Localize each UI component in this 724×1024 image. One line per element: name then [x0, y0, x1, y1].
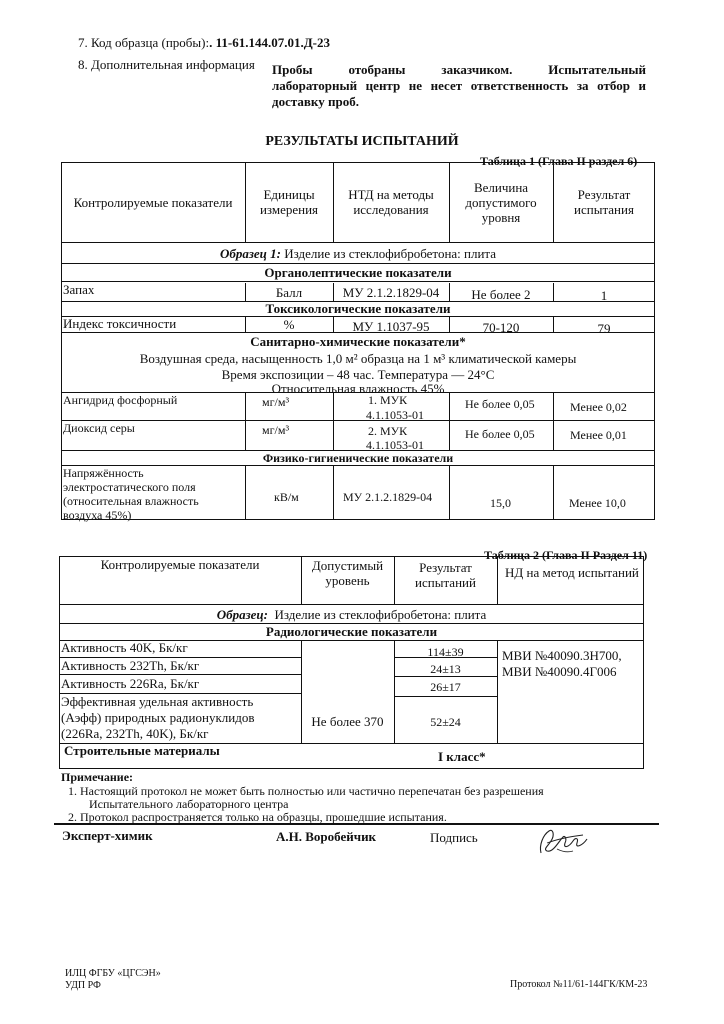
t2-row-226ra-label: Активность 226Ra, Бк/кг: [61, 676, 200, 691]
signer-name: А.Н. Воробейчик: [276, 829, 377, 844]
t1-section-physical: Физико-гигиенические показатели: [262, 451, 454, 465]
t1-so2-method1: 2. МУК: [368, 424, 408, 438]
t2-method-line2: МВИ №40090.4Г006: [502, 664, 617, 679]
t1-so2-label: Диоксид серы: [63, 421, 135, 435]
t1-tox-result: 79: [597, 320, 611, 336]
t1-p2o5-method1: 1. МУК: [368, 393, 408, 407]
t1-section-sanitary: Санитарно-химические показатели*: [250, 333, 466, 349]
t1-smell-label: Запах: [63, 282, 95, 297]
t1-field-allowed: 15,0: [490, 496, 511, 510]
t1-field-unit: кВ/м: [274, 490, 299, 504]
note1-line1: 1. Настоящий протокол не может быть полностью или частично перепечатан без разрешения: [68, 784, 544, 798]
t1-header-allowed: Величина допустимого уровня: [465, 179, 537, 225]
t1-so2-method2: 4.1.1053-01: [366, 438, 424, 452]
t1-sample-row: [61, 243, 655, 263]
t1-field-label-4: воздуха 45%): [63, 508, 132, 522]
signer-role: Эксперт-химик: [62, 828, 153, 843]
item7: [78, 35, 330, 50]
t2-row-226ra-result: 26±17: [430, 680, 461, 694]
t2-sample-value: Изделие из стеклофибробетона: плита: [274, 606, 487, 622]
t1-field-label-3: (относительная влажность: [63, 494, 199, 508]
t2-section-radio: Радиологические показатели: [265, 624, 438, 639]
t1-section-toxicology: Токсикологические показатели: [265, 301, 451, 316]
t1-section-organoleptic: Органолептические показатели: [264, 264, 452, 280]
t2-header-result: Результат испытаний: [415, 560, 476, 590]
t1-smell-method: МУ 2.1.2.1829-04: [342, 284, 440, 300]
t2-eff-label-3: (226Ra, 232Th, 40K), Бк/кг: [61, 726, 209, 741]
t2-header-allowed: Допустимый уровень: [311, 558, 384, 588]
t1-p2o5-allowed: Не более 0,05: [465, 397, 535, 411]
table2-caption: Таблица 2 (Глава II Раздел 11): [484, 548, 648, 562]
t1-smell-unit: Балл: [275, 284, 303, 300]
t1-field-result: Менее 10,0: [569, 496, 626, 510]
t2-row-40k-label: Активность 40K, Бк/кг: [61, 640, 188, 655]
t1-so2-result: Менее 0,01: [570, 428, 627, 442]
t1-header-result: Результат испытания: [574, 187, 634, 217]
t1-tox-allowed: 70-120: [482, 319, 520, 335]
t2-eff-result: 52±24: [430, 715, 461, 729]
t2-row-232th-label: Активность 232Th, Бк/кг: [61, 658, 200, 673]
item8-label: 8. Дополнительная информация: [78, 57, 255, 72]
t1-field-label-1: Напряжённость: [63, 466, 144, 480]
t1-sample-value: Изделие из стеклофибробетона: плита: [284, 245, 497, 261]
t2-row-40k-result: 114±39: [427, 645, 464, 659]
t1-sanitary-line2: Время экспозиции – 48 час. Температура — 24°С: [221, 366, 495, 382]
t1-tox-method: МУ 1.1037-95: [352, 318, 430, 334]
t2-building-label: Строительные материалы: [64, 743, 220, 758]
t2-row-232th-result: 24±13: [430, 662, 461, 676]
t2-eff-label-1: Эффективная удельная активность: [61, 694, 254, 709]
t1-sample-label: Образец 1:: [219, 245, 281, 261]
t2-sample-row: [59, 604, 644, 624]
footer-org-line2: УДП РФ: [65, 980, 101, 991]
item8-line3: доставку проб.: [272, 94, 359, 109]
t1-p2o5-label: Ангидрид фосфорный: [63, 393, 178, 407]
sign-label: Подпись: [430, 830, 478, 845]
t1-sanitary-line1: Воздушная среда, насыщенность 1,0 м² образца на 1 м³ климатической камеры: [139, 350, 577, 366]
notes-title: Примечание:: [61, 770, 134, 784]
t2-building-class: I класс*: [438, 749, 486, 764]
t1-sanitary-line3: Относительная влажность 45%: [271, 380, 445, 396]
t1-p2o5-unit: мг/м³: [262, 395, 290, 409]
t1-so2-unit: мг/м³: [262, 423, 290, 437]
sample-code: . 11-61.144.07.01.Д-23: [209, 35, 330, 50]
note1-line2: Испытательного лабораторного центра: [89, 797, 289, 811]
t1-header-indicator: Контролируемые показатели: [73, 194, 233, 210]
results-title: РЕЗУЛЬТАТЫ ИСПЫТАНИЙ: [265, 134, 459, 149]
t1-tox-label: Индекс токсичности: [63, 316, 177, 331]
table1-caption: Таблица 1 (Глава II раздел 6): [480, 154, 638, 168]
handwritten-signature: [533, 823, 593, 859]
note2: 2. Протокол распространяется только на образцы, прошедшие испытания.: [68, 810, 447, 824]
item7-label: 7. Код образца (пробы):: [78, 35, 210, 50]
item8-line2: лабораторный центр не несет ответственность за отбор и: [272, 78, 646, 93]
t1-p2o5-method2: 4.1.1053-01: [366, 408, 424, 422]
item8-line1: Пробы отобраны заказчиком. Испытательный: [272, 62, 646, 77]
t1-header-unit: Единицы измерения: [259, 187, 319, 217]
footer-org-line1: ИЛЦ ФГБУ «ЦГСЭН»: [65, 968, 161, 979]
t2-header-indicator: Контролируемые показатели: [100, 557, 260, 572]
t2-eff-allowed: Не более 370: [311, 713, 384, 729]
t1-tox-unit: %: [283, 316, 295, 332]
t1-field-label-2: электростатического поля: [63, 480, 196, 494]
t2-eff-label-2: (Аэфф) природных радионуклидов: [61, 710, 255, 725]
t2-sample-label: Образец:: [216, 606, 268, 622]
t2-header-method: НД на метод испытаний: [505, 565, 639, 580]
t1-p2o5-result: Менее 0,02: [570, 400, 627, 414]
t2-method-line1: МВИ №40090.3Н700,: [502, 648, 622, 663]
t1-so2-allowed: Не более 0,05: [465, 427, 535, 441]
t1-field-method: МУ 2.1.2.1829-04: [343, 490, 433, 504]
t1-smell-allowed: Не более 2: [471, 286, 531, 302]
t1-smell-result: 1: [600, 287, 608, 303]
footer-protocol: Протокол №11/61-144ГК/КМ-23: [510, 979, 648, 990]
t1-header-method: НТД на методы исследования: [348, 187, 434, 217]
